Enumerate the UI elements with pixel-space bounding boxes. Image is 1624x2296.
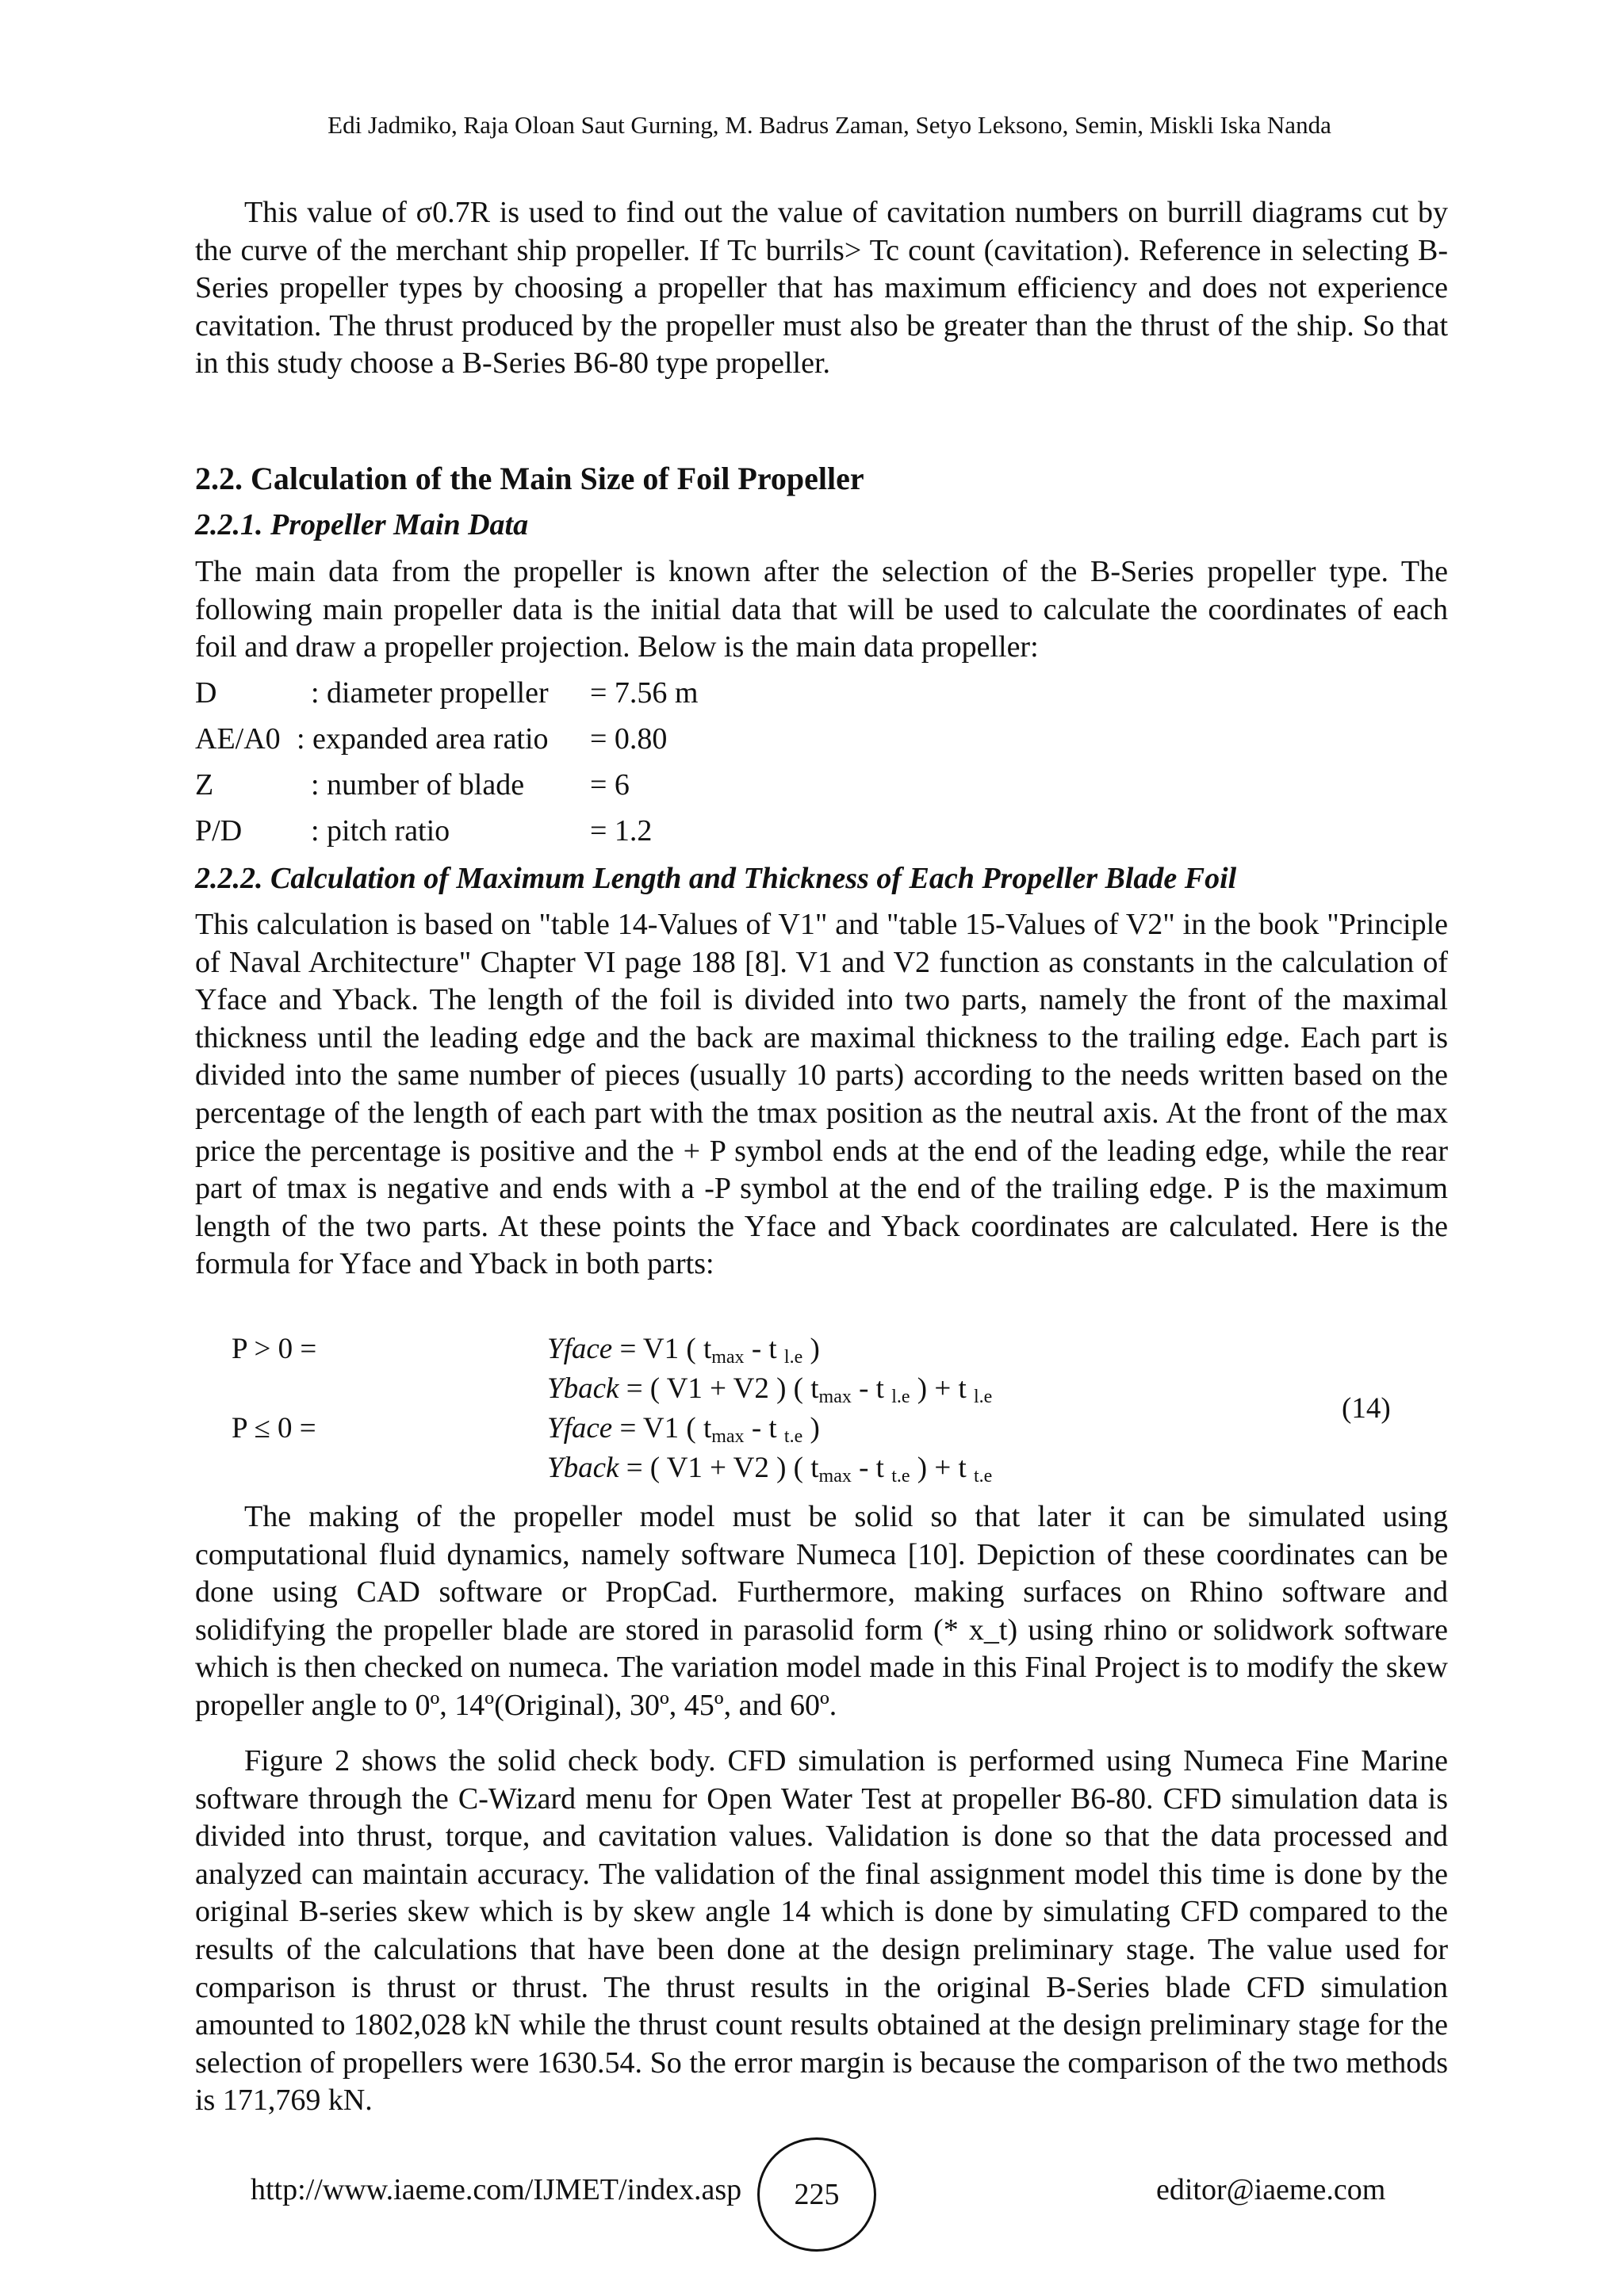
data-value: = 1.2 xyxy=(590,814,653,848)
data-symbol: P/D xyxy=(195,814,243,848)
running-header: Edi Jadmiko, Raja Oloan Saut Gurning, M. Badrus Zaman, Setyo Leksono, Semin, Miskli Iska Nanda xyxy=(327,111,1331,139)
data-description: : expanded area ratio xyxy=(297,722,549,756)
data-description: : number of blade xyxy=(311,768,525,802)
data-value: = 7.56 m xyxy=(590,676,699,710)
paragraph-cfd-validation: Figure 2 shows the solid check body. CFD simulation is performed using Numeca Fine Marine software through the C-Wizard menu for Open Water Test at propeller B6-80. CFD simulation data is divided into thrust, torque, and cavitation values. Validation is done so that the data processed and analyzed can maintain accuracy. The validation of the final assignment model this time is done by the original B-series skew which is by skew angle 14 which is done by simulating CFD compared to the results of the calculations that have been done at the design preliminary stage. The value used for comparison is thrust or thrust. The thrust results in the original B-Series blade CFD simulation amounted to 1802,028 kN while the thrust count results obtained at the design preliminary stage for the selection of propellers were 1630.54. So the error margin is because the comparison of the two methods is 171,769 kN. xyxy=(195,1744,1448,2118)
footer-url: http://www.iaeme.com/IJMET/index.asp xyxy=(251,2173,742,2206)
data-description: : diameter propeller xyxy=(311,676,549,710)
data-symbol: AE/A0 xyxy=(195,722,281,756)
subsection-heading-2-2-1: 2.2.1. Propeller Main Data xyxy=(195,508,529,541)
equation-condition: P > 0 = xyxy=(232,1333,317,1365)
section-heading-2-2: 2.2. Calculation of the Main Size of Foil Propeller xyxy=(195,461,864,496)
data-value: = 0.80 xyxy=(590,722,668,756)
equation-line: Yface = V1 ( $t_{max}$ - t $_{l.e}$ ) xyxy=(547,1333,820,1368)
subsection-heading-2-2-2: 2.2.2. Calculation of Maximum Length and Thickness of Each Propeller Blade Foil xyxy=(195,862,1237,895)
footer-email: editor@iaeme.com xyxy=(1156,2173,1386,2206)
data-symbol: Z xyxy=(195,768,214,802)
data-value: = 6 xyxy=(590,768,630,802)
paragraph-propeller-model: The making of the propeller model must be solid so that later it can be simulated using computational fluid dynamics, namely software Numeca [10]. Depiction of these coordinates can be done using CAD software or PropCad. Furthermore, making surfaces on Rhino software and solidifying the propeller blade are stored in parasolid form (* x_t) using rhino or solidwork software which is then checked on numeca. The variation model made in this Final Project is to modify the skew propeller angle to 0º, 14º(Original), 30º, 45º, and 60º. xyxy=(195,1500,1448,1722)
paragraph-main-data-intro: The main data from the propeller is known after the selection of the B-Series propeller type. The following main propeller data is the initial data that will be used to calculate the coordinates of each foil and draw a propeller projection. Below is the main data propeller: xyxy=(195,555,1448,664)
paragraph-foil-calculation: This calculation is based on "table 14-Values of V1" and "table 15-Values of V2" in the book "Principle of Naval Architecture" Chapter VI page 188 [8]. V1 and V2 function as constants in the calculation of Yface and Yback. The length of the foil is divided into two parts, namely the front of the maximal thickness until the leading edge and the back are maximal thickness to the trailing edge. Each part is divided into the same number of pieces (usually 10 parts) according to the needs written based on the percentage of the length of each part with the tmax position as the neutral axis. At the front of the max price the percentage is positive and the + P symbol ends at the end of the leading edge, while the rear part of tmax is negative and ends with a -P symbol at the end of the trailing edge. P is the maximum length of the two parts. At these points the Yface and Yback coordinates are calculated. Here is the formula for Yface and Yback in both parts: xyxy=(195,908,1448,1281)
data-symbol: D xyxy=(195,676,217,710)
equation-line: Yface = V1 ( $t_{max}$ - t $_{t.e}$ ) xyxy=(547,1412,820,1447)
equation-line: Yback = ( V1 + V2 ) ( $t_{max}$ - t $_{l.e}$ ) + t $_{l.e}$ xyxy=(547,1372,993,1407)
page-number: 225 xyxy=(757,2137,876,2252)
equation-number: (14) xyxy=(1342,1392,1391,1425)
equation-line: Yback = ( V1 + V2 ) ( $t_{max}$ - t $_{t.e}$ ) + t $_{t.e}$ xyxy=(547,1452,993,1487)
paragraph-cavitation: This value of σ0.7R is used to find out the value of cavitation numbers on burrill diagrams cut by the curve of the merchant ship propeller. If Tc burrils> Tc count (cavitation). Reference in selecting B-Series propeller types by choosing a propeller that has maximum efficiency and does not experience cavitation. The thrust produced by the propeller must also be greater than the thrust of the ship. So that in this study choose a B-Series B6-80 type propeller. xyxy=(195,196,1448,381)
data-description: : pitch ratio xyxy=(311,814,450,848)
equation-condition: P ≤ 0 = xyxy=(232,1412,316,1445)
